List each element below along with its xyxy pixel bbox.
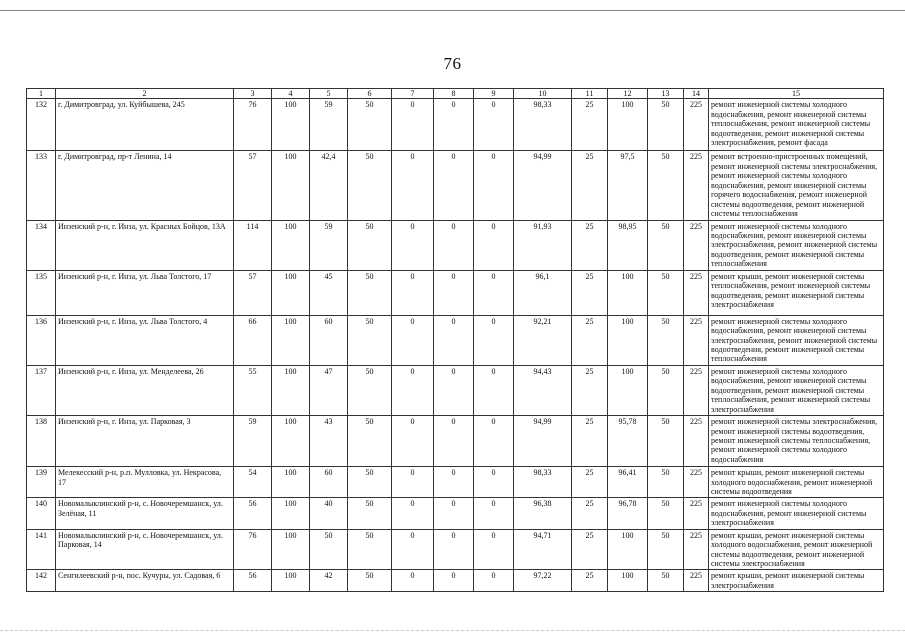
value-cell-10: 92,21 — [514, 315, 572, 365]
value-cell-14: 225 — [684, 467, 709, 498]
bottom-scan-line — [0, 630, 905, 631]
row-number-cell: 137 — [27, 365, 56, 415]
row-number-cell: 142 — [27, 570, 56, 592]
value-cell-10: 96,38 — [514, 498, 572, 529]
value-cell-8: 0 — [434, 529, 474, 570]
value-cell-5: 42 — [310, 570, 348, 592]
value-cell-8: 0 — [434, 270, 474, 315]
value-cell-5: 45 — [310, 270, 348, 315]
row-number-cell: 141 — [27, 529, 56, 570]
address-cell: г. Димитровград, ул. Куйбышева, 245 — [56, 99, 234, 151]
top-edge-line — [0, 10, 905, 11]
value-cell-9: 0 — [474, 467, 514, 498]
works-cell: ремонт инженерной системы холодного водоснабжения, ремонт инженерной системы электроснабжения, ремонт инженерной системы водоотведения, ремонт инженерной системы теплоснабжения — [709, 220, 884, 270]
table-row — [27, 315, 884, 365]
value-cell-13: 50 — [648, 151, 684, 220]
value-cell-13: 50 — [648, 570, 684, 592]
value-cell-14: 225 — [684, 416, 709, 467]
table-row — [27, 365, 884, 415]
value-cell-12: 98,95 — [608, 220, 648, 270]
value-cell-4: 100 — [272, 416, 310, 467]
value-cell-7: 0 — [392, 416, 434, 467]
value-cell-5: 50 — [310, 529, 348, 570]
address-cell: Мелекесский р-н, р.п. Мулловка, ул. Некрасова, 17 — [56, 467, 234, 498]
value-cell-13: 50 — [648, 99, 684, 151]
value-cell-3: 66 — [234, 315, 272, 365]
value-cell-4: 100 — [272, 99, 310, 151]
table-row — [27, 529, 884, 570]
value-cell-8: 0 — [434, 467, 474, 498]
address-cell: Инзенский р-н, г. Инза, ул. Льва Толстого, 17 — [56, 270, 234, 315]
value-cell-13: 50 — [648, 498, 684, 529]
value-cell-4: 100 — [272, 498, 310, 529]
value-cell-3: 59 — [234, 416, 272, 467]
value-cell-6: 50 — [348, 365, 392, 415]
value-cell-7: 0 — [392, 365, 434, 415]
value-cell-4: 100 — [272, 529, 310, 570]
value-cell-6: 50 — [348, 151, 392, 220]
value-cell-3: 54 — [234, 467, 272, 498]
value-cell-12: 100 — [608, 365, 648, 415]
works-cell: ремонт крыши, ремонт инженерной системы теплоснабжения, ремонт инженерной системы водоотведения, ремонт инженерной системы электроснабжения — [709, 270, 884, 315]
value-cell-12: 100 — [608, 99, 648, 151]
works-cell: ремонт инженерной системы холодного водоснабжения, ремонт инженерной системы теплоснабжения, ремонт инженерной системы водоотведения, ремонт инженерной системы электроснабжения, ремонт фасада — [709, 99, 884, 151]
page-number: 76 — [443, 54, 462, 73]
value-cell-4: 100 — [272, 365, 310, 415]
column-number-2: 2 — [56, 89, 234, 99]
value-cell-6: 50 — [348, 570, 392, 592]
value-cell-9: 0 — [474, 416, 514, 467]
table-row — [27, 498, 884, 529]
value-cell-9: 0 — [474, 270, 514, 315]
value-cell-10: 94,99 — [514, 416, 572, 467]
value-cell-9: 0 — [474, 220, 514, 270]
value-cell-8: 0 — [434, 315, 474, 365]
value-cell-8: 0 — [434, 570, 474, 592]
value-cell-7: 0 — [392, 270, 434, 315]
value-cell-7: 0 — [392, 529, 434, 570]
row-number-cell: 135 — [27, 270, 56, 315]
value-cell-10: 98,33 — [514, 99, 572, 151]
value-cell-14: 225 — [684, 498, 709, 529]
value-cell-12: 95,78 — [608, 416, 648, 467]
value-cell-7: 0 — [392, 99, 434, 151]
value-cell-11: 25 — [572, 315, 608, 365]
works-cell: ремонт крыши, ремонт инженерной системы электроснабжения — [709, 570, 884, 592]
value-cell-13: 50 — [648, 365, 684, 415]
repair-program-table — [26, 88, 884, 592]
value-cell-8: 0 — [434, 498, 474, 529]
value-cell-9: 0 — [474, 315, 514, 365]
value-cell-9: 0 — [474, 151, 514, 220]
column-number-12: 12 — [608, 89, 648, 99]
value-cell-6: 50 — [348, 416, 392, 467]
table-row — [27, 151, 884, 220]
value-cell-14: 225 — [684, 365, 709, 415]
value-cell-6: 50 — [348, 529, 392, 570]
value-cell-11: 25 — [572, 498, 608, 529]
value-cell-5: 42,4 — [310, 151, 348, 220]
row-number-cell: 136 — [27, 315, 56, 365]
value-cell-11: 25 — [572, 467, 608, 498]
value-cell-4: 100 — [272, 270, 310, 315]
address-cell: Инзенский р-н, г. Инза, ул. Менделеева, 26 — [56, 365, 234, 415]
column-number-6: 6 — [348, 89, 392, 99]
value-cell-12: 97,5 — [608, 151, 648, 220]
value-cell-4: 100 — [272, 315, 310, 365]
value-cell-12: 96,78 — [608, 498, 648, 529]
value-cell-9: 0 — [474, 529, 514, 570]
value-cell-9: 0 — [474, 365, 514, 415]
value-cell-6: 50 — [348, 270, 392, 315]
works-cell: ремонт инженерной системы электроснабжения, ремонт инженерной системы водоотведения, ремонт инженерной системы теплоснабжения, ремонт инженерной системы холодного водоснабжения — [709, 416, 884, 467]
value-cell-4: 100 — [272, 467, 310, 498]
value-cell-7: 0 — [392, 315, 434, 365]
works-cell: ремонт встроенно-пристроенных помещений, ремонт инженерной системы электроснабжения, ремонт инженерной системы холодного водоснабжения, ремонт инженерной системы горячего водоснабжения, ремонт инженерной системы водоотведения, ремонт инженерной системы теплоснабжения — [709, 151, 884, 220]
works-cell: ремонт крыши, ремонт инженерной системы холодного водоснабжения, ремонт инженерной системы водоотведения, ремонт инженерной системы электроснабжения — [709, 529, 884, 570]
works-cell: ремонт инженерной системы холодного водоснабжения, ремонт инженерной системы электроснабжения — [709, 498, 884, 529]
value-cell-5: 59 — [310, 220, 348, 270]
value-cell-8: 0 — [434, 220, 474, 270]
value-cell-3: 55 — [234, 365, 272, 415]
column-number-5: 5 — [310, 89, 348, 99]
value-cell-6: 50 — [348, 315, 392, 365]
address-cell: Новомалыклинский р-н, с. Новочеремшанск, ул. Парковая, 14 — [56, 529, 234, 570]
column-number-14: 14 — [684, 89, 709, 99]
value-cell-3: 56 — [234, 498, 272, 529]
value-cell-11: 25 — [572, 570, 608, 592]
value-cell-3: 57 — [234, 151, 272, 220]
value-cell-12: 96,41 — [608, 467, 648, 498]
value-cell-6: 50 — [348, 220, 392, 270]
value-cell-3: 114 — [234, 220, 272, 270]
value-cell-11: 25 — [572, 529, 608, 570]
works-cell: ремонт инженерной системы холодного водоснабжения, ремонт инженерной системы водоотведения, ремонт инженерной системы теплоснабжения, ремонт инженерной системы электроснабжения — [709, 365, 884, 415]
value-cell-5: 40 — [310, 498, 348, 529]
table-row — [27, 570, 884, 592]
value-cell-6: 50 — [348, 99, 392, 151]
value-cell-4: 100 — [272, 220, 310, 270]
table-row — [27, 467, 884, 498]
value-cell-10: 91,93 — [514, 220, 572, 270]
works-cell: ремонт инженерной системы холодного водоснабжения, ремонт инженерной системы электроснабжения, ремонт инженерной системы водоотведения, ремонт инженерной системы теплоснабжения — [709, 315, 884, 365]
value-cell-14: 225 — [684, 570, 709, 592]
row-number-cell: 138 — [27, 416, 56, 467]
column-number-13: 13 — [648, 89, 684, 99]
value-cell-5: 60 — [310, 315, 348, 365]
value-cell-14: 225 — [684, 315, 709, 365]
value-cell-11: 25 — [572, 365, 608, 415]
column-number-7: 7 — [392, 89, 434, 99]
value-cell-14: 225 — [684, 529, 709, 570]
value-cell-11: 25 — [572, 220, 608, 270]
value-cell-10: 94,43 — [514, 365, 572, 415]
value-cell-13: 50 — [648, 220, 684, 270]
value-cell-7: 0 — [392, 151, 434, 220]
value-cell-8: 0 — [434, 151, 474, 220]
column-number-row — [27, 89, 884, 99]
value-cell-7: 0 — [392, 498, 434, 529]
value-cell-14: 225 — [684, 151, 709, 220]
value-cell-10: 97,22 — [514, 570, 572, 592]
address-cell: Инзенский р-н, г. Инза, ул. Льва Толстого, 4 — [56, 315, 234, 365]
value-cell-13: 50 — [648, 529, 684, 570]
value-cell-3: 76 — [234, 529, 272, 570]
table-row — [27, 99, 884, 151]
address-cell: Инзенский р-н, г. Инза, ул. Красных Бойцов, 13А — [56, 220, 234, 270]
value-cell-13: 50 — [648, 416, 684, 467]
value-cell-11: 25 — [572, 99, 608, 151]
value-cell-10: 94,99 — [514, 151, 572, 220]
value-cell-12: 100 — [608, 570, 648, 592]
value-cell-9: 0 — [474, 99, 514, 151]
value-cell-3: 57 — [234, 270, 272, 315]
column-number-9: 9 — [474, 89, 514, 99]
row-number-cell: 133 — [27, 151, 56, 220]
value-cell-7: 0 — [392, 220, 434, 270]
value-cell-8: 0 — [434, 416, 474, 467]
value-cell-13: 50 — [648, 467, 684, 498]
value-cell-5: 60 — [310, 467, 348, 498]
value-cell-3: 76 — [234, 99, 272, 151]
value-cell-4: 100 — [272, 570, 310, 592]
column-number-11: 11 — [572, 89, 608, 99]
column-number-4: 4 — [272, 89, 310, 99]
value-cell-7: 0 — [392, 467, 434, 498]
value-cell-14: 225 — [684, 99, 709, 151]
column-number-8: 8 — [434, 89, 474, 99]
value-cell-11: 25 — [572, 151, 608, 220]
value-cell-8: 0 — [434, 365, 474, 415]
row-number-cell: 140 — [27, 498, 56, 529]
value-cell-9: 0 — [474, 498, 514, 529]
column-number-15: 15 — [709, 89, 884, 99]
value-cell-14: 225 — [684, 270, 709, 315]
row-number-cell: 134 — [27, 220, 56, 270]
value-cell-3: 56 — [234, 570, 272, 592]
value-cell-5: 47 — [310, 365, 348, 415]
value-cell-14: 225 — [684, 220, 709, 270]
value-cell-12: 100 — [608, 270, 648, 315]
value-cell-7: 0 — [392, 570, 434, 592]
value-cell-6: 50 — [348, 498, 392, 529]
address-cell: Сенгилеевский р-н, пос. Кучуры, ул. Садовая, 6 — [56, 570, 234, 592]
table-row — [27, 416, 884, 467]
value-cell-13: 50 — [648, 270, 684, 315]
address-cell: г. Димитровград, пр-т Ленина, 14 — [56, 151, 234, 220]
value-cell-10: 94,71 — [514, 529, 572, 570]
works-cell: ремонт крыши, ремонт инженерной системы холодного водоснабжения, ремонт инженерной системы водоотведения — [709, 467, 884, 498]
value-cell-9: 0 — [474, 570, 514, 592]
value-cell-4: 100 — [272, 151, 310, 220]
column-number-10: 10 — [514, 89, 572, 99]
value-cell-8: 0 — [434, 99, 474, 151]
value-cell-12: 100 — [608, 315, 648, 365]
value-cell-12: 100 — [608, 529, 648, 570]
address-cell: Новомалыклинский р-н, с. Новочеремшанск, ул. Зелёная, 11 — [56, 498, 234, 529]
value-cell-10: 98,33 — [514, 467, 572, 498]
column-number-3: 3 — [234, 89, 272, 99]
value-cell-5: 43 — [310, 416, 348, 467]
value-cell-11: 25 — [572, 270, 608, 315]
row-number-cell: 139 — [27, 467, 56, 498]
column-number-1: 1 — [27, 89, 56, 99]
value-cell-5: 59 — [310, 99, 348, 151]
value-cell-13: 50 — [648, 315, 684, 365]
table-row — [27, 270, 884, 315]
table-row — [27, 220, 884, 270]
value-cell-10: 96,1 — [514, 270, 572, 315]
row-number-cell: 132 — [27, 99, 56, 151]
address-cell: Инзенский р-н, г. Инза, ул. Парковая, 3 — [56, 416, 234, 467]
value-cell-6: 50 — [348, 467, 392, 498]
value-cell-11: 25 — [572, 416, 608, 467]
